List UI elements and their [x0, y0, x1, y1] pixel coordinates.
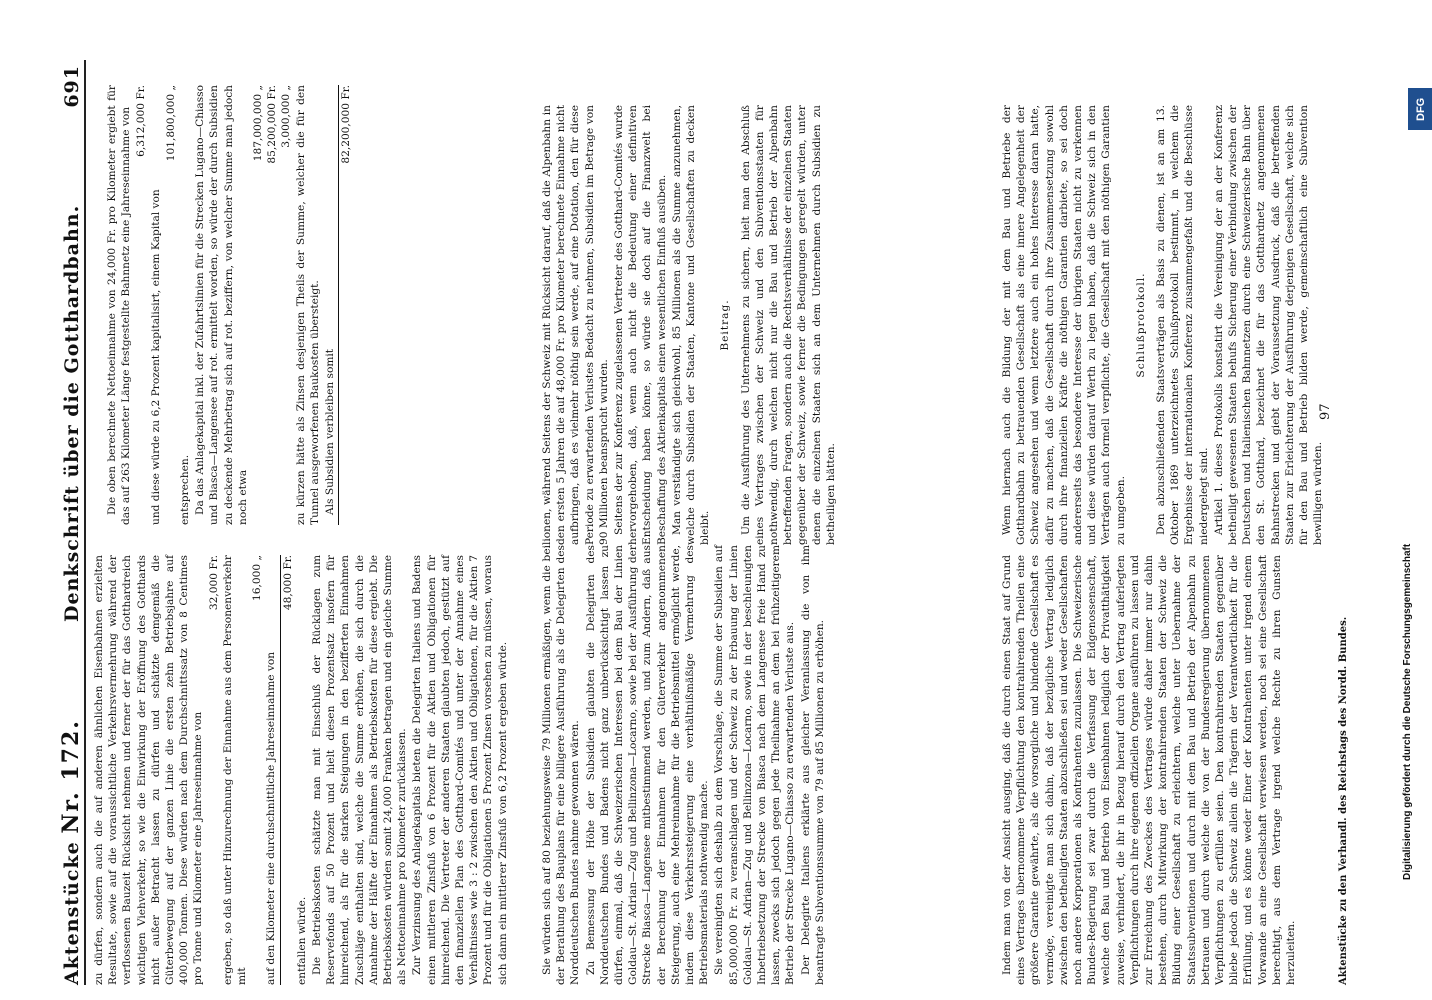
- running-head-title: Denkschrift über die Gotthardbahn.: [61, 204, 83, 622]
- digitization-note: Digitalisierung gefördert durch die Deutsche Forschungsgemeinschaft: [1402, 543, 1413, 880]
- running-head-left: Aktenstücke Nr. 172.: [58, 719, 84, 985]
- page-number-bottom: 97: [1318, 403, 1333, 420]
- paragraph: lionen, während Seitens der Schweiz mit Rücksicht darauf, daß die Alpenbahn in den ersten 5 Jahren die auf 48,000 Fr. pro Kilometer berechnete Einnahme nicht aufbringen, daß es vielmehr nöthig sein werde, auf eine Dotation, den für diese Periode zu erwartenden Verlustes Bedacht zu nehmen, Subsidien im Betrage von 90 Millionen beansprucht wurden.: [541, 105, 610, 545]
- column-a: [92, 555, 511, 985]
- amount-row: [279, 85, 293, 525]
- amount: 187,000,000 „: [252, 85, 265, 162]
- section-heading: Beitrag.: [719, 299, 732, 351]
- amount: 48,000 Fr.: [281, 555, 294, 611]
- paragraph: Da das Anlagekapital inkl. der Zufahrtslinien für die Strecken Lugano—Chiasso und Biasca—Langensee auf rot. ermittelt worden, so würde der durch Subsidien zu deckende Mehrbetrag sich auf rot. beziffern, von welcher Summe man jedoch noch etwa: [194, 85, 249, 525]
- dfg-logo: DFG: [1408, 88, 1432, 130]
- paragraph: Wenn hiernach auch die Bildung der mit dem Bau und Betriebe der Gotthardbahn zu betrauenden Gesellschaft als eine innere Angelegenheit der Schweiz angesehen und wenn letztere auch ein hohes Interesse daran hatte, dafür zu machen, daß die Gesellschaft durch ihre Zusammensetzung sowohl durch ihre finanziellen Kräfte die nöthigen Garantien darbiete, so sei doch andererseits das besondere Interesse der übrigen Staaten nicht zu verkennen und diese würden darauf Werth zu legen haben, daß die Schweiz sich in den Verträgen auch formell verpflichte, die Gesellschaft mit den nöthigen Garantien zu umgeben.: [1001, 105, 1127, 545]
- amount: 85,200,000 Fr.: [266, 85, 279, 164]
- paragraph: Sie würden sich auf 80 beziehungsweise 79 Millionen ermäßigen, wenn die bei der Berathung des Bauplans für eine billigere Ausführung als die Delegirten des Norddeutschen Bundes nahme gewonnen wären.: [541, 545, 582, 985]
- paragraph: Seitens der zur Konferenz zugelassenen Vertreter des Gotthard-Comités wurde hervorgehoben, daß, wenn auch nicht die Bedeutung einer definitiven Entscheidung haben könne, so würde sie doch auf die Finanzwelt bei Beschaffung des Aktienkapitals einen wesentlichen Einfluß ausüben.: [613, 105, 668, 545]
- paragraph: Die Betriebskosten schätzte man mit Einschluß der Rücklagen zum Reservefonds auf 50 Prozent und hielt diesen Prozentsatz insofern für hinreichend, als für die starken Steigungen in den bezifferten Einnahmen Zuschläge enthalten sind, welche die Summe erhöhen, die sich durch die Annahme der Hälfte der Einnahmen als Betriebskosten für diese ergiebt. Die Betriebskosten würden somit 24,000 Franken betragen und ein gleiche Summe als Nettoeinnahme pro Kilometer zurücklassen.: [311, 555, 409, 985]
- paragraph: Sie vereinigten sich deshalb zu dem Vorschlage, die Summe der Subsidien auf 85,000,000 Fr. zu veranschlagen und der Schweiz zu der Erbauung der Linien Goldau—St. Adrian—Zug und Bellinzona—Locarno, sowie in der beschleunigten Inbetriebsetzung der Strecke von Biasca nach dem Langensee freie Hand zu lassen, zwecks sich jedoch gegen jede Theilnahme an dem bei frühzeitigerem Betrieb der Strecke Lugano—Chiasso zu erwartenden Verluste aus.: [713, 545, 797, 985]
- paragraph: zu dürfen, sondern auch die auf anderen ähnlichen Eisenbahnen erzielten Resultate, sowie auf die voraussichtliche Verkehrsvermehrung während der verflossenen Bauzeit Rücksicht nehmen und ferner der für das Gotthardreich wichtigen Viehverkehr, so wie die Einwirkung der Eröffnung des Gotthards nicht außer Betracht lassen zu dürfen und schätzte demgemäß die Güterbewegung auf der ganzen Linie die ersten zehn Betriebsjahre auf 400,000 Tonnen. Diese würden nach dem Durchschnittssatz von 8 Centimes pro Tonne und Kilometer eine Jahreseinnahme von: [93, 555, 205, 985]
- paragraph: Zur Verzinsung des Anlagekapitals bieten die Delegirten Italiens und Badens einen mittleren Zinsfuß von 6 Prozent für die Aktien und Obligationen für hinreichend. Die Vertreter der anderen Staaten glaubten jedoch, gestützt auf den finanziellen Plan des Gotthard-Comités und unter der Annahme eines Verhältnisses wie 3 : 2 zwischen den Aktien und Obligationen, für die Aktien 7 Prozent und für die Obligationen 5 Prozent Zinsen vorsehen zu müssen, woraus sich dann ein mittlerer Zinsfuß von 6,2 Prozent ergeben würde.: [411, 555, 509, 985]
- paragraph: Zu Bemessung der Höhe der Subsidien glaubten die Delegirten des Norddeutschen Bundes und Badens nicht ganz unberücksichtigt lassen zu dürfen, einmal, daß die Schweizerischen Interessen bei dem Bau der Linien Goldau—St. Adrian—Zug und Bellinzona—Locarno, sowie bei der Ausführung der Strecke Biasca—Langensee mitbestimmend werden, und zum Andern, daß aus der Berechnung der Einnahmen für den Güterverkehr angenommenen Steigerung, auch eine Mehreinnahme für die Betriebsmittel ermöglicht werde, indem diese Verkehrssteigerung eine verhältnißmäßige Vermehrung des Betriebsmaterials nothwendig mache.: [584, 545, 711, 985]
- page-number-top: 691: [61, 65, 83, 108]
- amount-row: [338, 85, 353, 525]
- paragraph: entsprechen.: [179, 454, 192, 525]
- paragraph: zu kürzen hätte als Zinsen desjenigen Theils der Summe, welcher die für den Tunnel ausgeworfenen Baukosten übersteigt.: [294, 85, 321, 525]
- amount: 32,000 Fr.: [207, 555, 220, 611]
- amount-row: [251, 85, 265, 525]
- amount: 16,000 „: [251, 555, 264, 601]
- paragraph: Man verständigte sich gleichwohl, 85 Millionen als die Summe anzunehmen, welche durch Subsidien der Staaten, Kantone und Gesellschaften zu decken bleibt.: [670, 105, 712, 545]
- document-number: Nr. 172.: [58, 719, 84, 834]
- paragraph: Um die Ausführung des Unternehmens zu sichern, hielt man den Abschluß eines Vertrages zwischen der Schweiz und den Subventionsstaaten für nothwendig, durch welchen nicht nur die Bau und Betrieb der Alpenbahn betreffenden Fragen, sondern auch die Rechtsverhältnisse der einzelnen Staaten gegenüber der Schweiz, sowie ferner die Bedingungen geregelt würden, unter denen die einzelnen Staaten sich an dem Unternehmen durch Subsidien zu betheiligen hätten.: [739, 105, 837, 545]
- amount-row: [134, 85, 148, 525]
- paragraph: ergeben, so daß unter Hinzurechnung der Einnahme aus dem Personenverkehr mit: [221, 555, 249, 985]
- paragraph: Indem man von der Ansicht ausging, daß die durch einen Staat auf Grund eines Vertrages übernommene Verpflichtung den kontrahirenden Theilen eine größere Garantie gewährte, als die vorsorgliche und bindende Gesellschaft es vermöge, vereinigte man sich dahin, daß der bezügliche Vertrag lediglich zwischen den betheiligten Staaten abzuschließen sei und weder Gesellschaften noch andere Korporationen als Kontrahenten zuzulassen. Die Schweizerische Bundes-Regierung sei zwar durch die Verfassung der Eidgenossenschaft, welche den Bau und Betrieb von Eisenbahnen lediglich der Privatthätigkeit zuweise, verhindert, die ihr in Bezug hierauf durch den Vertrag auferlegten Verpflichtungen durch ihre eigenen offiziellen Organe ausführen zu lassen und zur Erreichung des Zweckes des Vertrages würde daher immer nur dahin bestehen, durch Mitwirkung der kontrahirenden Staaten der Schweiz die Bildung einer Gesellschaft zu erleichtern, welche unter Uebernahme der Staatssubventionen und durch mit dem Bau und Betrieb der Alpenbahn zu betrauen und durch welche die von der Bundesregierung übernommenen Verpflichtungen zu erfüllen seien. Den kontrahirenden Staaten gegenüber bliebe jedoch die Schweiz allein die Trägerin der Verantwortlichkeit für die Erfüllung, und es könne weder Einer der Kontrahenten unter irgend einem Vorwande an eine Gesellschaft verwiesen werden, noch sei eine Gesellschaft berechtigt, aus dem Vertrage irgend welche Rechte zu ihren Gunsten herzuleiten.: [1001, 555, 1298, 985]
- amount: 3,000,000 „: [280, 85, 293, 148]
- amount: 101,800,000 „: [164, 85, 177, 162]
- column-c: [540, 545, 828, 985]
- column-b: [105, 85, 353, 525]
- amount-row: [280, 555, 295, 985]
- paragraph: entfallen würde.: [295, 896, 308, 985]
- paragraph: Die oben berechnete Nettoeinnahme von 24,000 Fr. pro Kilometer ergiebt für das auf 263 Kilometer Länge festgestellte Bahnnetz eine Jahreseinnahme von: [106, 85, 133, 525]
- paragraph: auf den Kilometer eine durchschnittliche Jahreseinnahme von: [265, 651, 278, 985]
- amount-row: [250, 555, 264, 985]
- section-heading: Schlußprotokoll.: [1134, 272, 1147, 378]
- footnote: Aktenstücke zu den Verhandl. des Reichstags des Nordd. Bundes.: [1338, 616, 1349, 985]
- header-rule: [84, 60, 86, 985]
- column-e: [1000, 555, 1299, 985]
- column-d: [540, 105, 839, 545]
- amount-row: [164, 85, 178, 525]
- amount-row: [265, 85, 279, 525]
- paragraph: Den abzuschließenden Staatsverträgen als Basis zu dienen, ist an am 13. Oktober 1869 unterzeichnetes Schlußprotokoll bestimmt, in welchem die Ergebnisse der internationalen Konferenz zusammengefaßt und die Beschlüsse niedergelegt sind.: [1155, 105, 1210, 545]
- amount: 6,312,000 Fr.: [135, 85, 148, 157]
- amount-row: [207, 555, 221, 985]
- paragraph: Artikel 1. dieses Protokolls konstatirt die Vereinigung der an der Konferenz betheiligt gewesenen Staaten behufs Sicherung einer Verbindung zwischen der Deutschen und Italienischen Bahnnetzen durch eine Schweizerische Bahn über den St. Gotthard, bezeichnet die für das Gotthardnetz angenommenen Bahnstrecken und giebt der Voraussetzung Ausdruck, daß die betreffenden Staaten zur Erleichterung der Ausführung derjenigen Gesellschaft, welche sich für den Bau und Betrieb bilden werde, gemeinschaftlich eine Subvention bewilligen würden.: [1212, 105, 1325, 545]
- column-f: [1000, 105, 1326, 545]
- paragraph: Als Subsidien verbleiben somit: [324, 348, 337, 515]
- paragraph: Der Delegirte Italiens erklärte aus gleicher Veranlassung die von ihm beantragte Subventionssumme von 79 auf 85 Millionen zu erhöhen.: [799, 545, 826, 985]
- amount: 82,200,000 Fr.: [340, 85, 353, 164]
- running-head: [58, 65, 84, 985]
- paragraph: und diese würde zu 6,2 Prozent kapitalisirt, einem Kapital von: [149, 189, 162, 525]
